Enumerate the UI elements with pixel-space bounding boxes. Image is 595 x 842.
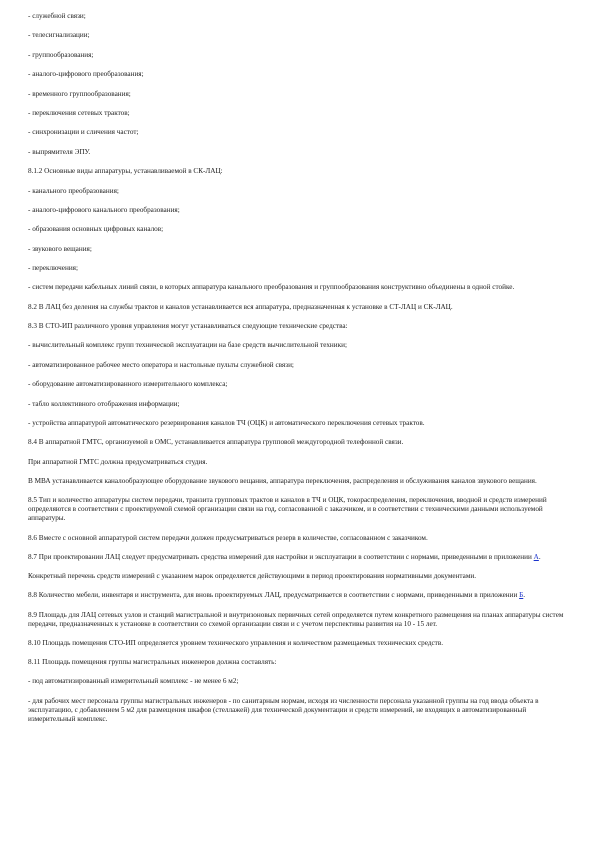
paragraph: В МВА устанавливается каналообразующее оборудование звукового вещания, аппаратура переключения, распределения и обслуживания каналов звукового вещания. [28, 477, 537, 486]
list-item: - вычислительный комплекс групп технической эксплуатации на базе средств вычислительной техники; [28, 341, 347, 350]
section-8-10: 8.10 Площадь помещения СТО-ИП определяется уровнем технического управления и количеством размещаемых технических средств. [28, 638, 444, 647]
section-8-1-2: 8.1.2 Основные виды аппаратуры, устанавливаемой в СК-ЛАЦ: [28, 167, 223, 176]
section-8-9: 8.9 Площадь для ЛАЦ сетевых узлов и станций магистральной и внутризоновых первичных сетей определяется путем конкретного размещения на планах аппаратуры систем передачи, предназначенных к установке в соответствии со схемой организации связи и с учетом перспективы развития на 10 - 15 лет. [28, 610, 564, 628]
appendix-b-link[interactable]: Б [519, 591, 524, 600]
section-8-8: 8.8 Количество мебели, инвентаря и инструмента, для вновь проектируемых ЛАЦ, предусматривается в соответствии с нормами, приведенными в приложении Б. [28, 591, 526, 600]
list-item: - выпрямителя ЭПУ. [28, 147, 91, 156]
list-item: - табло коллективного отображения информации; [28, 399, 180, 408]
section-8-2: 8.2 В ЛАЦ без деления на службы трактов и каналов устанавливается вся аппаратура, предназначенная к установке в СТ-ЛАЦ и СК-ЛАЦ. [28, 302, 453, 311]
list-item: - для рабочих мест персонала группы магистральных инженеров - по санитарным нормам, исходя из численности персонала указанной группы на год ввода объекта в эксплуатацию, с добавлением 5 м2 для размещения шкафов (стеллажей) для технической документации и средств измерений, не входящих в автоматизированный измерительный комплекс. [28, 696, 539, 723]
list-item: - автоматизированное рабочее место оператора и настольные пульты служебной связи; [28, 360, 294, 369]
paragraph: При аппаратной ГМТС должна предусматриваться студия. [28, 457, 208, 466]
section-8-3: 8.3 В СТО-ИП различного уровня управления могут устанавливаться следующие технические средства: [28, 322, 348, 331]
document-body [28, 12, 568, 734]
list-item: - канального преобразования; [28, 186, 119, 195]
list-item: - переключения; [28, 264, 78, 273]
list-item: - телесигнализации; [28, 31, 90, 40]
list-item: - образования основных цифровых каналов; [28, 225, 164, 234]
appendix-a-link[interactable]: А [533, 552, 539, 561]
section-8-11: 8.11 Площадь помещения группы магистральных инженеров должна составлять: [28, 658, 277, 667]
list-item: - группообразования; [28, 50, 94, 59]
list-item: - аналого-цифрового преобразования; [28, 70, 144, 79]
list-item: - синхронизации и сличения частот; [28, 128, 139, 137]
list-item: - систем передачи кабельных линий связи, в которых аппаратура канального преобразования и группообразования конструктивно объединены в одной стойке. [28, 283, 515, 292]
section-8-7: 8.7 При проектировании ЛАЦ следует предусматривать средства измерений для настройки и эксплуатации в соответствии с нормами, приведенными в приложении А. [28, 552, 541, 561]
section-8-4: 8.4 В аппаратной ГМТС, организуемой в ОМС, устанавливается аппаратура групповой междугородной телефонной связи. [28, 438, 404, 447]
section-8-5: 8.5 Тип и количество аппаратуры систем передачи, транзита групповых трактов и каналов в ТЧ и ОЦК, токораспределения, переключения, вводной и средств измерений определяются в соответствии с проектируемой схемой организации связи на год, согласованной с заказчиком, и в соответствии с техническими данными используемой аппаратуры. [28, 496, 547, 523]
section-8-6: 8.6 Вместе с основной аппаратурой систем передачи должен предусматриваться резерв в количестве, согласованном с заказчиком. [28, 533, 428, 542]
list-item: - аналого-цифрового канального преобразования; [28, 205, 180, 214]
list-item: - под автоматизированный измерительный комплекс - не менее 6 м2; [28, 677, 239, 686]
paragraph: Конкретный перечень средств измерений с указанием марок определяется действующими в период проектирования нормативными документами. [28, 572, 477, 581]
list-item: - устройства аппаратурой автоматического резервирования каналов ТЧ (ОЦК) и автоматического переключения сетевых трактов. [28, 419, 425, 427]
list-item: - служебной связи; [28, 12, 86, 20]
list-item: - звукового вещания; [28, 244, 92, 253]
list-item: - переключения сетевых трактов; [28, 108, 130, 117]
list-item: - оборудование автоматизированного измерительного комплекса; [28, 380, 228, 389]
list-item: - временного группообразования; [28, 89, 131, 98]
